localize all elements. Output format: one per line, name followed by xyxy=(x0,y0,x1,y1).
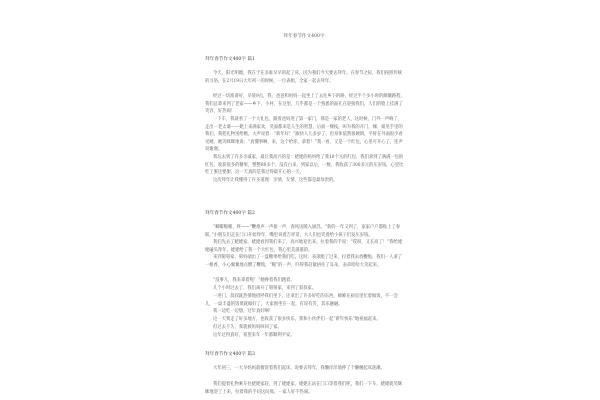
section-heading: 拜年春节作文400字 篇1 xyxy=(205,57,255,62)
paragraph: 我们先去了姥姥家，姥姥看到我们来了，高兴地迎出来，拉着我的手说：“哎呀，又长高了！”我给姥姥磕头拜年，姥姥给了我一个大红包，我心里美滋滋的。 xyxy=(205,240,403,253)
paragraph: 这一天我走了好多地方，也收获了很多快乐，我和小伙伴们一起“新年快乐”地祝福起来。 xyxy=(213,317,381,322)
paragraph: 大年初三，一大早妈妈就催促着我们起床，说要去拜年，我懒洋洋地伸了个懒腰起床洗漱。 xyxy=(213,366,385,371)
paragraph: 一进门，叔叔就热情地招呼我们坐下，还拿出了许多好吃的东西，婶婶在厨房里忙着做饭，不一会儿，一桌丰盛的饭菜就做好了，大家围坐在一起，有说有笑，其乐融融。 xyxy=(205,294,398,307)
paragraph: 来到舅舅家，舅妈端出了一盘糖果给我们吃。这时，表弟跑了过来，拉着我去放鞭炮，我们一人拿了一根香，小心翼翼地点燃了鞭炮，“啪”的一声，吓得我赶紧捂住了耳朵，表弟哈哈大笑起来。 xyxy=(205,255,403,268)
paragraph: 经过一切准备好，早晨9点，我，爸爸和妈妈一起坐上了去往乡下的路，经过半个多小时的颠簸路程，我们总算来到了老家——乡下，小村，在这里，几乎都是一个熟悉的面孔在迎接我们，人们的脸上挂满了笑容，好热闹！ xyxy=(205,94,405,115)
document-title: 拜年春节作文400字 xyxy=(283,34,325,39)
section-heading: 拜年春节作文400字 篇2 xyxy=(205,211,255,216)
paragraph: 今天，阳光明媚，我在于在多谁早早的起了床，因为我们今天要去拜年。在春节之际，我们按照传统的习俗，在2月19日大年初一的时候，一位表姐，全家一起去拜年。 xyxy=(205,71,403,84)
paragraph: 但过去不久，我就被妈妈叫回了家。 xyxy=(213,325,282,330)
paragraph: “没事儿，我来拿着呢！”她搀着我们跑着。 xyxy=(213,278,295,283)
document-page xyxy=(200,0,408,400)
paragraph: 我玩去到了许多亲戚家，最让我高兴的是：姥姥的妈妈给了我10个元的红包，我们拿到了满满一包的红包，收获很多的糖果，整整80多个，没有白来，到家以后，一数，我收获了300多元的压岁钱，心里比吃了蜜还要甜，这一天真的是我过得最开心的一天。 xyxy=(205,155,404,176)
paragraph: “噼噼啪啪，咚——”鞭炮声一声接一声，春风送暖入屠苏。“新的一年又到了，家家户户都贴上了春联。”小朋友们走在门口开始拜年，嘴里说着吉祥话，大人们也笑着给小孩子们发压岁钱。 xyxy=(205,225,401,238)
paragraph: 一下车，我就看了一个大礼包，跟着爸妈进了第一家门，那是一家的老人，这时候，门外一声响了，走出一老太婆——姥上来满家欢，笑面都来是人生的智慧，后面一棵枝，叫为我的开门，咖，娘见手里的我们，我把礼物送给她，大声说着：“新年好！”跟快人儿多岁了，但身体依然很硬朗，平时在外面很少看见她，她笑眯眯地说：“真懂事啊，来，这个给你，拿着！”我一看，又是一个红包，心里可开心了，连声说谢谢。 xyxy=(205,117,403,153)
paragraph: 几个小时过去了，我们离开了舅舅家，来到了叔叔家。 xyxy=(213,286,317,291)
paragraph: 我一边吃一边想，过年真好啊！ xyxy=(213,309,274,314)
paragraph: 这次拜年让我懂得了许多道理：亲情，友情，这些都是最珍贵的。 xyxy=(213,178,338,183)
paragraph: 这年过得真好，希望来年一年都顺利平安。 xyxy=(213,333,295,338)
section-heading: 拜年春节作文400字 篇3 xyxy=(205,352,255,357)
paragraph: 我们提着礼物乘车往姥姥家赶，到了姥姥家，姥姥正站在门口等着我们呢，我们一下车，姥姥就笑眯眯地迎了上来，拉着我的手问这问那，一家人好不热闹。 xyxy=(205,382,403,395)
